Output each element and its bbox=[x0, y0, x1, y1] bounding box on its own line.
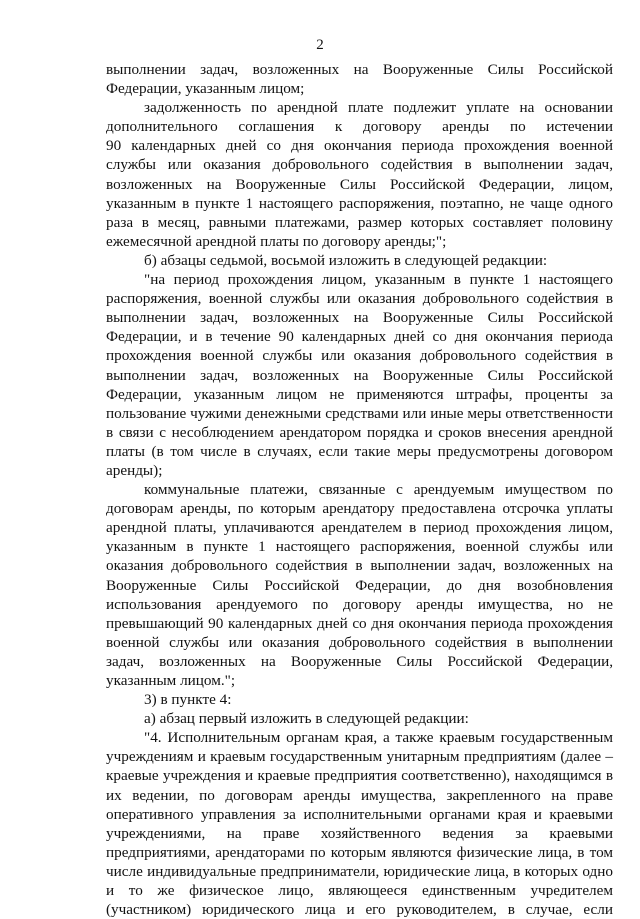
text-line: указанным в пункте 1 настоящего распоряжения, поэтапно, не чаще одного bbox=[106, 194, 613, 212]
text-line: использования арендуемого по договору аренды имущества, но не bbox=[106, 595, 613, 613]
document-body bbox=[106, 60, 613, 919]
text-line: (участником) юридического лица и его руководителем, в случае, если bbox=[106, 901, 613, 919]
paragraph bbox=[106, 709, 613, 728]
paragraph bbox=[106, 60, 613, 98]
text-line: распоряжения, военной службы или оказания добровольного содействия в bbox=[106, 290, 613, 308]
text-line: Федерации, указанным лицом; bbox=[106, 80, 305, 98]
text-line: 90 календарных дней со дня окончания периода прохождения военной bbox=[106, 137, 613, 155]
text-line: а) абзац первый изложить в следующей редакции: bbox=[144, 710, 469, 728]
text-line: аренды); bbox=[106, 461, 163, 479]
text-line: их ведении, по договорам аренды имущества, закрепленного на праве bbox=[106, 786, 613, 804]
text-line: возложенных на Вооруженные Силы Российской Федерации, лицом, bbox=[106, 175, 613, 193]
text-line: учреждениям и краевым государственным унитарным предприятиям (далее – bbox=[106, 748, 613, 766]
text-line: краевые учреждения и краевые предприятия соответственно), находящимся в bbox=[106, 767, 613, 785]
paragraph bbox=[106, 251, 613, 270]
text-line: дополнительного соглашения к договору аренды по истечении bbox=[106, 118, 613, 136]
text-line: Вооруженные Силы Российской Федерации, до дня возобновления bbox=[106, 576, 613, 594]
paragraph bbox=[106, 270, 613, 480]
text-line: военной службы или оказания добровольного содействия в выполнении bbox=[106, 633, 613, 651]
text-line: пользование чужими денежными средствами или иные меры ответственности bbox=[106, 404, 613, 422]
text-line: Федерации, указанным лицом не применяются штрафы, проценты за bbox=[106, 385, 613, 403]
text-line: предприятиями, арендаторами по которым являются физические лица, в том bbox=[106, 843, 613, 861]
text-line: оказания добровольного содействия в выполнении задач, возложенных на bbox=[106, 557, 613, 575]
text-line: оперативного управления за исполнительными органами края и краевыми bbox=[106, 805, 613, 823]
text-line: б) абзацы седьмой, восьмой изложить в следующей редакции: bbox=[144, 251, 548, 269]
text-line: службы или оказания добровольного содействия в выполнении задач, bbox=[106, 156, 613, 174]
text-line: превышающий 90 календарных дней со дня окончания периода прохождения bbox=[106, 614, 613, 632]
text-line: указанным лицом."; bbox=[106, 672, 236, 689]
text-line: раза в месяц, равными платежами, размер которых составляет половину bbox=[106, 213, 613, 231]
text-line: Федерации, и в течение 90 календарных дней со дня окончания периода bbox=[106, 328, 613, 346]
text-line: числе индивидуальные предприниматели, юридические лица, в которых одно bbox=[106, 862, 613, 880]
text-line: 3) в пункте 4: bbox=[144, 691, 232, 709]
text-line: договорам аренды, по которым арендатору предоставлена отсрочка уплаты bbox=[106, 500, 613, 518]
text-line: задач, возложенных на Вооруженные Силы Российской Федерации, bbox=[106, 652, 613, 670]
text-line: "4. Исполнительным органам края, а также краевым государственным bbox=[144, 729, 613, 747]
text-line: в связи с несоблюдением арендатором порядка и сроков внесения арендной bbox=[106, 423, 613, 441]
paragraph bbox=[106, 480, 613, 690]
text-line: прохождения военной службы или оказания добровольного содействия в bbox=[106, 347, 613, 365]
paragraph bbox=[106, 690, 613, 709]
text-line: указанным в пункте 1 настоящего распоряжения, военной службы или bbox=[106, 538, 613, 556]
text-line: выполнении задач, возложенных на Вооруженные Силы Российской bbox=[106, 61, 613, 78]
text-line: и то же физическое лицо, являющееся единственным учредителем bbox=[106, 882, 613, 900]
text-line: выполнении задач, возложенных на Вооруженные Силы Российской bbox=[106, 366, 613, 384]
page-number: 2 bbox=[316, 37, 324, 53]
text-line: ежемесячной арендной платы по договору аренды;"; bbox=[106, 232, 447, 250]
text-line: арендной платы, уплачиваются арендателем в период прохождения лицом, bbox=[106, 519, 613, 537]
text-line: учреждениями, на праве хозяйственного ведения за краевыми bbox=[106, 824, 613, 842]
text-line: "на период прохождения лицом, указанным в пункте 1 настоящего bbox=[144, 271, 613, 289]
text-line: выполнении задач, возложенных на Вооруженные Силы Российской bbox=[106, 309, 613, 327]
text-line: задолженность по арендной плате подлежит уплате на основании bbox=[144, 99, 613, 117]
text-line: платы (в том числе в случаях, если такие меры предусмотрены договором bbox=[106, 442, 613, 460]
paragraph bbox=[106, 728, 613, 919]
paragraph bbox=[106, 98, 613, 251]
text-line: коммунальные платежи, связанные с арендуемым имуществом по bbox=[144, 481, 613, 499]
